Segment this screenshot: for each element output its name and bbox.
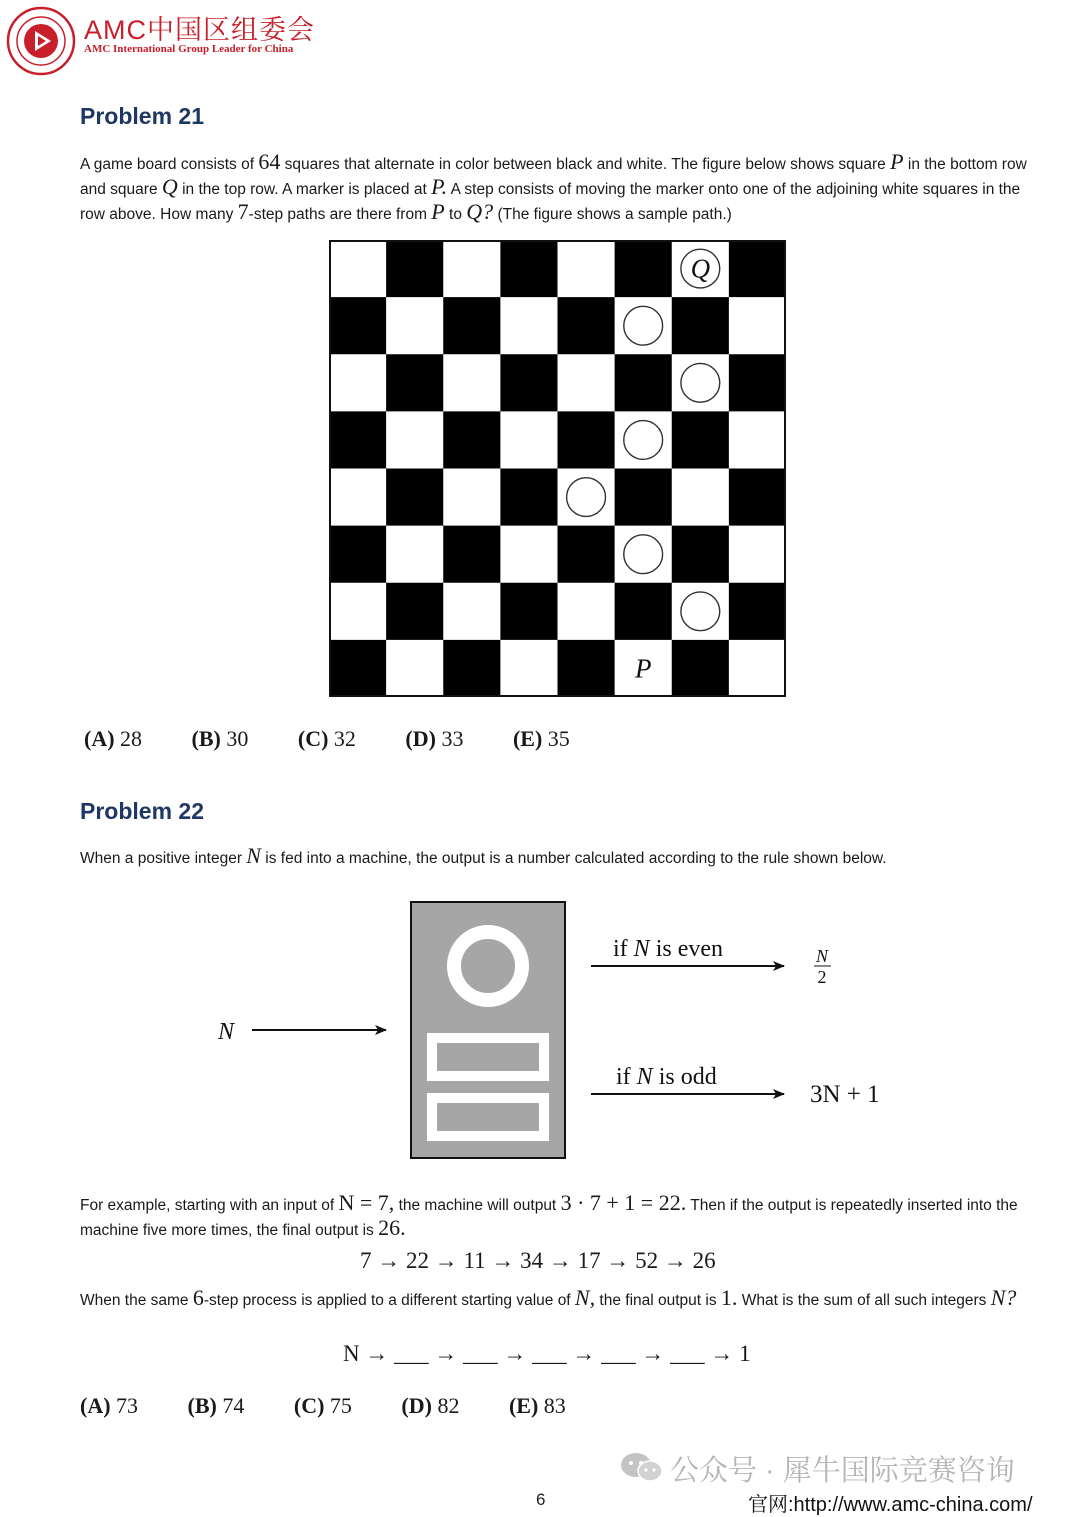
board-square <box>386 583 444 641</box>
board-square <box>386 354 444 412</box>
board-square <box>558 583 616 641</box>
board-square <box>615 354 673 412</box>
answer-option: (B) 30 <box>191 726 249 751</box>
board-square <box>558 411 616 469</box>
board-square <box>386 526 444 584</box>
board-square <box>443 297 501 355</box>
board-square <box>500 469 558 527</box>
square-p-label: P <box>634 653 652 684</box>
board-square <box>443 469 501 527</box>
answer-option: (D) 33 <box>405 726 464 751</box>
board-square <box>500 240 558 298</box>
even-output-denominator: 2 <box>817 967 827 987</box>
board-square <box>443 583 501 641</box>
board-square <box>558 354 616 412</box>
board-square <box>729 354 786 412</box>
board-square <box>672 469 730 527</box>
board-square <box>672 297 730 355</box>
machine-slot-1 <box>432 1038 544 1076</box>
problem-22-answers <box>80 1393 610 1419</box>
website-link[interactable]: 官网:http://www.amc-china.com/ <box>748 1494 1033 1516</box>
board-square <box>729 297 786 355</box>
board-square <box>500 354 558 412</box>
board-square <box>729 240 786 298</box>
board-square <box>729 469 786 527</box>
machine-diagram <box>200 895 920 1165</box>
board-square <box>500 297 558 355</box>
board-square <box>443 526 501 584</box>
problem-22-example: For example, starting with an input of N = 7, the machine will output 3 · 7 + 1 = 22. Then if the output is repeatedly inserted into the machine five more times, the final output is 26. <box>80 1190 1018 1240</box>
path-marker-circle <box>624 306 663 345</box>
square-q-label: Q <box>690 253 711 284</box>
board-square <box>729 411 786 469</box>
path-marker-circle <box>624 421 663 460</box>
board-square <box>386 411 444 469</box>
board-square <box>329 469 387 527</box>
board-square <box>329 640 387 697</box>
board-square <box>558 640 616 697</box>
board-square <box>329 526 387 584</box>
problem-22-heading: Problem 22 <box>80 798 204 824</box>
board-square <box>672 640 730 697</box>
path-marker-circle <box>681 592 720 631</box>
board-square <box>386 240 444 298</box>
path-marker-circle <box>681 363 720 402</box>
input-label: N <box>218 1019 235 1045</box>
problem-22-question: When the same 6-step process is applied to a different starting value of N, the final output is 1. What is the sum of all such integers N? <box>80 1285 1017 1310</box>
answer-option: (D) 82 <box>401 1393 460 1418</box>
board-square <box>386 469 444 527</box>
board-square <box>329 297 387 355</box>
board-square <box>500 526 558 584</box>
answer-option: (C) 32 <box>297 726 356 751</box>
board-square <box>329 240 387 298</box>
board-square <box>615 469 673 527</box>
brand-title: AMC中国区组委会 <box>84 15 315 45</box>
board-square <box>558 297 616 355</box>
answer-option: (A) 73 <box>80 1393 139 1418</box>
page-number: 6 <box>536 1490 546 1509</box>
board-square <box>386 297 444 355</box>
answer-option: (B) 74 <box>187 1393 245 1418</box>
board-square <box>558 526 616 584</box>
wechat-icon <box>620 1452 664 1482</box>
problem-21-heading: Problem 21 <box>80 103 204 129</box>
even-rule-label: if N is even <box>613 936 723 962</box>
odd-rule-label: if N is odd <box>616 1064 717 1090</box>
answer-option: (E) 83 <box>508 1393 566 1418</box>
board-square <box>386 640 444 697</box>
board-square <box>500 583 558 641</box>
blank-sequence: N → ___ → ___ → ___ → ___ → ___ → 1 <box>343 1341 751 1366</box>
even-output-numerator: N <box>815 946 829 966</box>
example-sequence: 7 → 22 → 11 → 34 → 17 → 52 → 26 <box>360 1248 716 1273</box>
board-square <box>443 640 501 697</box>
problem-21-answers <box>84 726 614 752</box>
board-square <box>443 240 501 298</box>
answer-option: (C) 75 <box>293 1393 352 1418</box>
brand-subtitle: AMC International Group Leader for China <box>84 43 294 55</box>
answer-option: (A) 28 <box>84 726 143 751</box>
board-square <box>615 240 673 298</box>
board-square <box>329 411 387 469</box>
machine-slot-2 <box>432 1098 544 1136</box>
board-square <box>558 240 616 298</box>
board-square <box>329 583 387 641</box>
board-square <box>672 411 730 469</box>
path-marker-circle <box>567 478 606 517</box>
board-square <box>443 411 501 469</box>
footer-watermark: 公众号 · 犀牛国际竞赛咨询 <box>670 1455 1015 1487</box>
board-square <box>672 526 730 584</box>
problem-22-intro: When a positive integer N is fed into a machine, the output is a number calculated according to the rule shown below. <box>80 843 887 868</box>
board-square <box>729 583 786 641</box>
board-square <box>729 640 786 697</box>
board-square <box>500 411 558 469</box>
board-square <box>729 526 786 584</box>
answer-option: (E) 35 <box>512 726 570 751</box>
machine-dial <box>454 932 522 1000</box>
odd-output: 3N + 1 <box>810 1081 880 1108</box>
problem-21-text: A game board consists of 64 squares that alternate in color between black and white. The figure below shows square P in the bottom row and square Q in the top row. A marker is placed at P. A step consists of moving the marker onto one of the adjoining white squares in the row above. How many 7-step paths are there from P to Q? (The figure shows a sample path.) <box>80 149 1027 224</box>
checker-board <box>329 240 786 697</box>
amc-seal-logo <box>6 6 76 76</box>
board-square <box>443 354 501 412</box>
path-marker-circle <box>624 535 663 574</box>
board-square <box>615 583 673 641</box>
board-square <box>500 640 558 697</box>
board-square <box>329 354 387 412</box>
